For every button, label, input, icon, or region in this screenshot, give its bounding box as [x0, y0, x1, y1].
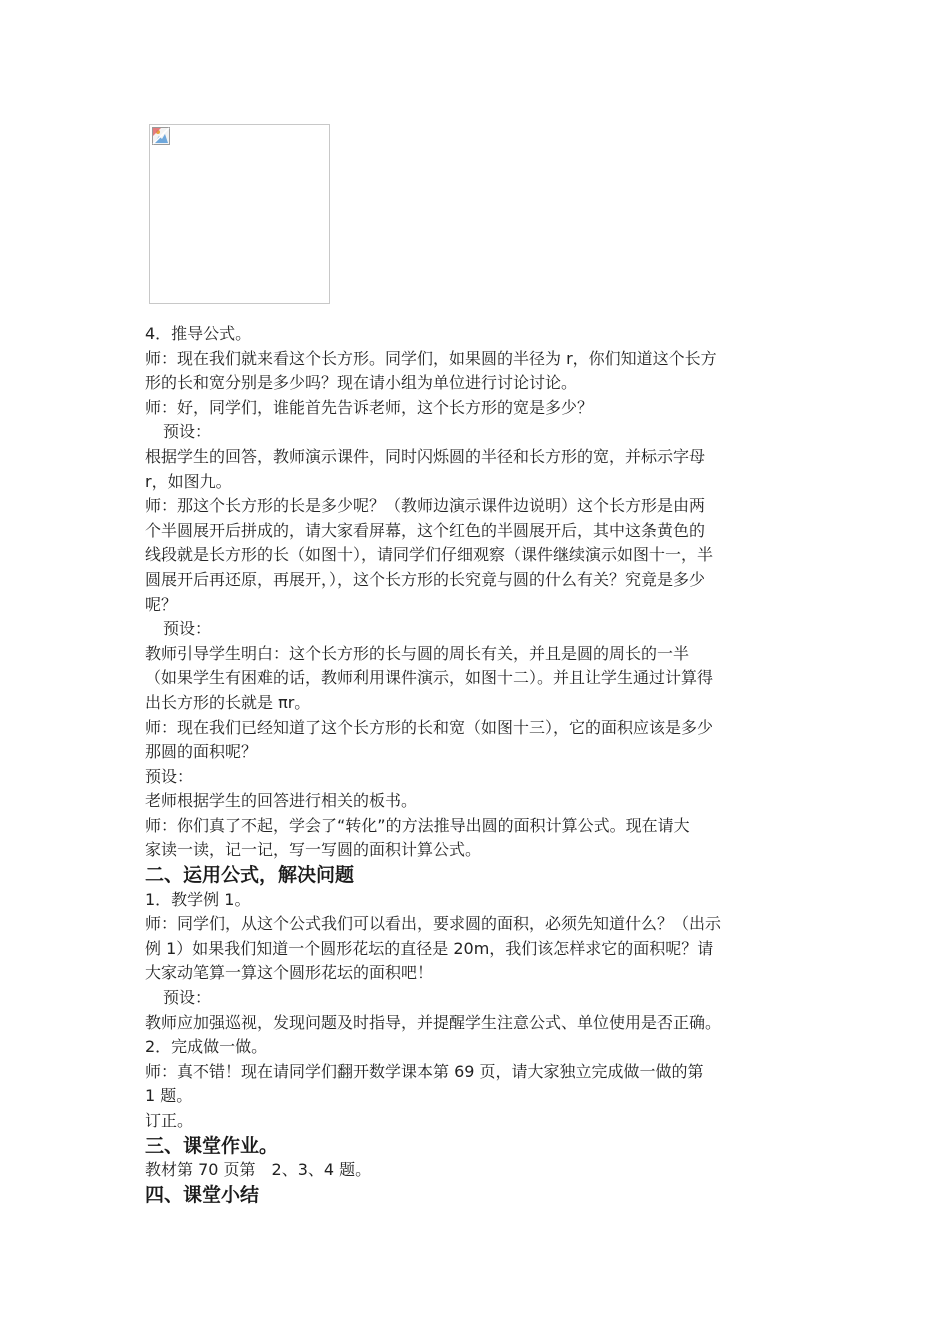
- text-line: 线段就是长方形的长（如图十），请同学们仔细观察（课件继续演示如图十一，半: [145, 545, 714, 565]
- text-line: 师：真不错！现在请同学们翻开数学课本第 69 页，请大家独立完成做一做的第: [145, 1061, 704, 1081]
- text-line: 1．教学例 1。: [145, 889, 251, 909]
- text-line: 圆展开后再还原，再展开，），这个长方形的长究竟与圆的什么有关？究竟是多少: [145, 569, 706, 589]
- section-heading: 三、课堂作业。: [145, 1134, 279, 1157]
- broken-image-icon: [152, 127, 170, 145]
- text-line: 1 题。: [145, 1086, 193, 1106]
- text-line: 根据学生的回答，教师演示课件，同时闪烁圆的半径和长方形的宽，并标示字母: [145, 446, 706, 466]
- text-line: 教师应加强巡视，发现问题及时指导，并提醒学生注意公式、单位使用是否正确。: [145, 1012, 722, 1032]
- text-line: 预设：: [163, 422, 212, 442]
- text-line: 教材第 70 页第 2、3、4 题。: [145, 1160, 372, 1180]
- text-line: 大家动笔算一算这个圆形花坛的面积吧！: [145, 963, 434, 983]
- text-line: 师：你们真了不起，学会了“转化”的方法推导出圆的面积计算公式。现在请大: [145, 815, 690, 835]
- text-line: 例 1）如果我们知道一个圆形花坛的直径是 20m，我们该怎样求它的面积呢？请: [145, 938, 714, 958]
- text-line: 预设：: [163, 619, 212, 639]
- text-line: 订正。: [145, 1111, 194, 1130]
- text-line: 师：现在我们已经知道了这个长方形的长和宽（如图十三），它的面积应该是多少: [145, 717, 714, 737]
- section-heading: 四、课堂小结: [145, 1183, 260, 1206]
- text-line: 那圆的面积呢？: [145, 742, 258, 762]
- text-line: 出长方形的长就是 πr。: [145, 692, 311, 712]
- text-line: 4．推导公式。: [145, 324, 252, 343]
- text-line: （如果学生有困难的话，教师利用课件演示，如图十二）。并且让学生通过计算得: [145, 668, 714, 688]
- text-line: 师：同学们，从这个公式我们可以看出，要求圆的面积，必须先知道什么？（出示: [145, 914, 722, 934]
- text-line: 家读一读，记一记，写一写圆的面积计算公式。: [145, 840, 482, 860]
- text-line: 师：现在我们就来看这个长方形。同学们，如果圆的半径为 r，你们知道这个长方: [145, 348, 717, 368]
- text-line: 师：好，同学们，谁能首先告诉老师，这个长方形的宽是多少？: [145, 397, 594, 417]
- text-line: 形的长和宽分别是多少吗？现在请小组为单位进行讨论讨论。: [145, 373, 578, 393]
- text-line: 预设：: [145, 766, 194, 786]
- figure-image: [149, 124, 330, 304]
- text-line: 预设：: [163, 988, 212, 1008]
- document-body: [145, 322, 810, 1207]
- text-line: 呢？: [145, 594, 178, 614]
- text-line: 2．完成做一做。: [145, 1037, 268, 1057]
- text-line: r，如图九。: [145, 471, 232, 491]
- text-line: 老师根据学生的回答进行相关的板书。: [145, 791, 418, 811]
- text-line: 教师引导学生明白：这个长方形的长与圆的周长有关，并且是圆的周长的一半: [145, 643, 690, 663]
- text-line: 师：那这个长方形的长是多少呢？（教师边演示课件边说明）这个长方形是由两: [145, 496, 706, 516]
- text-line: 个半圆展开后拼成的，请大家看屏幕，这个红色的半圆展开后，其中这条黄色的: [145, 520, 706, 540]
- section-heading: 二、运用公式，解决问题: [145, 864, 355, 887]
